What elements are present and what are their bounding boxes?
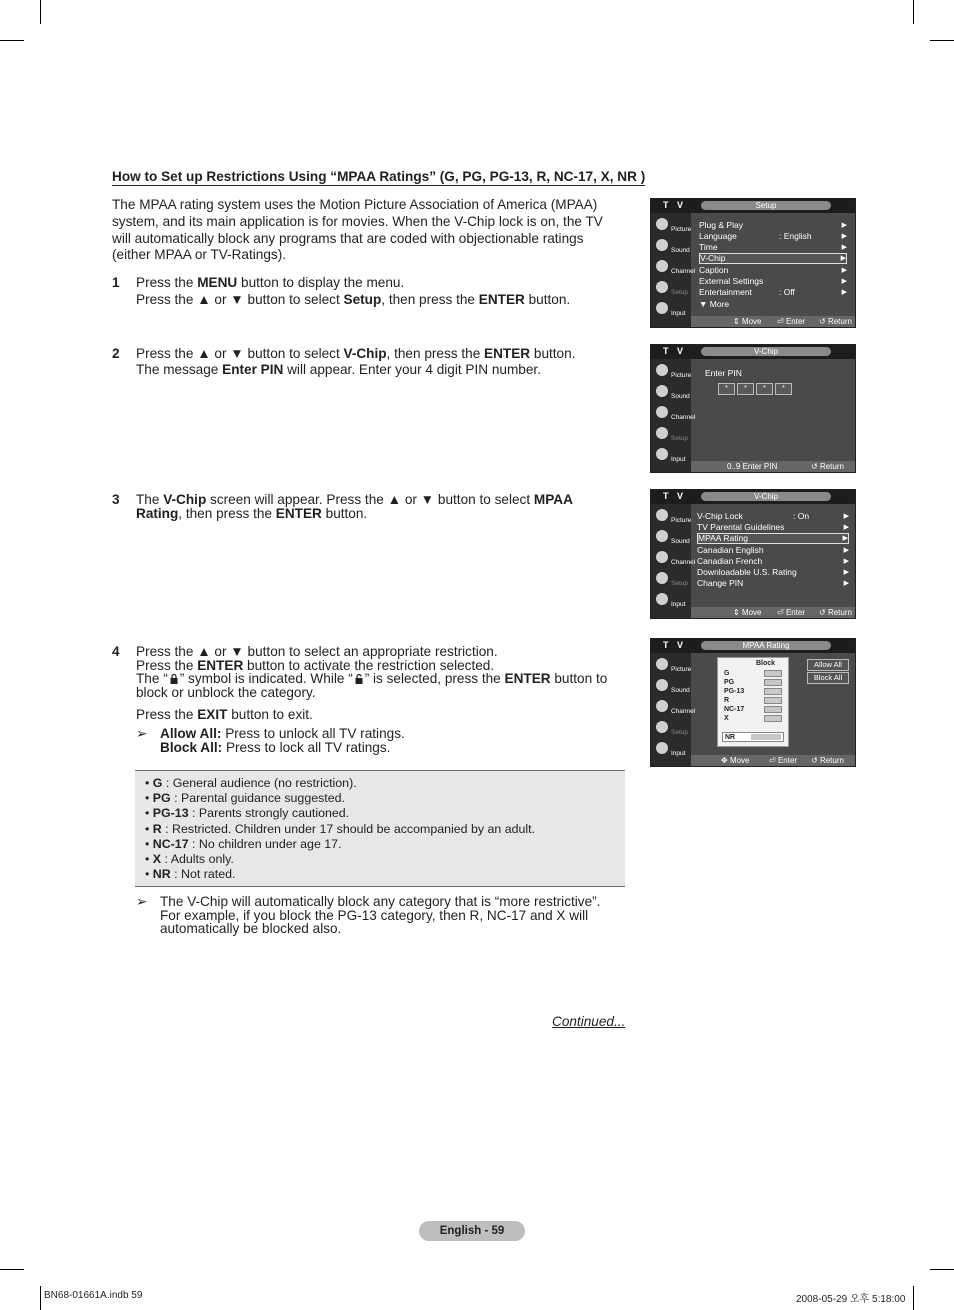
rating-item: • X : Adults only. [145,852,234,867]
screen-title: V-Chip [701,347,831,356]
step-text: button to exit. [227,707,313,723]
allow-all-button: Allow All [807,659,849,671]
step-text: Press the [136,275,198,290]
ratings-legend [135,770,625,887]
mpaa-row-nr: NR [722,732,784,742]
tv-sidebar [651,504,696,618]
enter-hint: ⏎ Enter [769,756,798,765]
key-vchip: V-Chip [343,346,387,361]
picture-icon [656,218,668,230]
step-number: 2 [112,346,120,361]
step-text: ” symbol is indicated. While “ [179,671,353,687]
lock-icon [764,715,782,722]
sidebar-item-sound: Sound [653,678,691,698]
rating-item: • NR : Not rated. [145,867,236,882]
menu-item: Plug & Play ▶ [699,220,847,230]
pin-digit: * [737,383,754,395]
sidebar-item-channel: Channel [653,405,691,425]
rating-item: • PG : Parental guidance suggested. [145,791,345,806]
sidebar-item-picture: Picture [653,363,691,383]
step-text: , then press the [386,346,485,361]
input-icon [656,593,668,605]
note-text: Press to lock all TV ratings. [222,739,391,755]
sidebar-item-input: Input [653,301,691,321]
picture-icon [656,364,668,376]
tv-label: T V [663,640,687,650]
step-text: Press the ▲ or ▼ button to select [136,291,344,307]
return-hint: ↺ Return [811,756,844,765]
key-menu: MENU [197,275,238,290]
section-heading: How to Set up Restrictions Using “MPAA Ratings” (G, PG, PG-13, R, NC-17, X, NR ) [112,169,646,184]
note-text: The V-Chip will automatically block any category that is “more restrictive”. [160,894,601,909]
mpaa-row: PG [724,678,784,687]
step-text: button. [321,505,368,521]
return-hint: ↺ Return [811,462,844,471]
step-text: , then press the [178,505,276,521]
key-enter: ENTER [484,346,531,361]
step-text: Press the [136,707,198,723]
screen-title: Setup [701,201,831,210]
note-text: For example, if you block the PG-13 category, then R, NC-17 and X will [160,907,589,923]
sidebar-item-input: Input [653,447,691,467]
screen-title: V-Chip [701,492,831,501]
channel-icon [656,406,668,418]
key-enter: ENTER [197,657,244,673]
mpaa-row: X [724,714,784,723]
rating-item: • NC-17 : No children under age 17. [145,836,342,851]
step-text: button. [524,291,571,307]
sidebar-item-picture: Picture [653,217,691,237]
enter-hint: ⏎ Enter [777,608,806,617]
menu-item: V-Chip Lock : On ▶ [697,511,849,521]
step-text: screen will appear. Press the ▲ or ▼ button to select [206,492,534,507]
step-text: Press the ▲ or ▼ button to select [136,346,344,361]
key-enter: ENTER [275,505,322,521]
sidebar-item-setup: Setup [653,571,691,591]
mpaa-row: R [724,696,784,705]
arrow-icon: ➢ [136,726,148,741]
allow-all-label: Allow All: [160,726,222,741]
input-icon [656,302,668,314]
sound-icon [656,530,668,542]
channel-icon [656,551,668,563]
screen-title: MPAA Rating [701,641,831,650]
sidebar-item-picture: Picture [653,508,691,528]
tv-help-bar [691,316,855,327]
step-text: , then press the [381,291,479,307]
tv-sidebar [651,653,696,766]
step-text: The message [136,361,223,377]
setup-icon [656,721,668,733]
sidebar-item-channel: Channel [653,259,691,279]
block-all-label: Block All: [160,739,223,755]
key-exit: EXIT [197,707,228,723]
input-icon [656,448,668,460]
tv-sidebar [651,359,696,472]
sound-icon [656,385,668,397]
enter-pin-hint: 0..9 Enter PIN [727,462,778,471]
sidebar-item-sound: Sound [653,529,691,549]
sidebar-item-channel: Channel [653,699,691,719]
step-text: button to activate the restriction selected. [243,657,495,673]
menu-item: Change PIN ▶ [697,578,849,588]
sidebar-item-setup: Setup [653,720,691,740]
channel-icon [656,700,668,712]
tv-screen-setup [650,198,856,328]
sidebar-item-setup: Setup [653,280,691,300]
enter-pin-label: Enter PIN [222,361,284,377]
lock-icon [764,706,782,713]
channel-icon [656,260,668,272]
step-text: Press the [136,657,198,673]
step-text: Press the ▲ or ▼ button to select an appropriate restriction. [136,644,498,659]
sound-icon [656,239,668,251]
sound-icon [656,679,668,691]
menu-item: Language : English ▶ [699,231,847,241]
menu-item: Downloadable U.S. Rating ▶ [697,567,849,577]
move-hint: ⇕ Move [733,608,762,617]
mpaa-row: PG-13 [724,687,784,696]
step-number: 4 [112,644,120,659]
key-enter: ENTER [478,291,525,307]
lock-closed-icon [170,674,178,684]
sidebar-item-sound: Sound [653,384,691,404]
step-text: will appear. Enter your 4 digit PIN number. [283,361,541,377]
step-text: The “ [136,671,168,687]
step-text: The [136,492,164,507]
chevron-down-icon: ▼ [699,299,710,309]
menu-item-selected: MPAA Rating ▶ [698,533,848,543]
step-text: button to block or unblock the category. [136,671,608,700]
return-hint: ↺ Return [819,317,852,326]
tv-help-bar [691,607,855,618]
lock-icon [764,679,782,686]
key-mpaa-rating: MPAA Rating [136,492,573,521]
rating-item: • G : General audience (no restriction). [145,776,357,790]
continued-label: Continued... [552,1014,626,1029]
step-text: ” is selected, press the [364,671,505,687]
step-number: 1 [112,275,120,290]
arrow-icon: ➢ [136,894,148,909]
page-number-badge: English - 59 [419,1221,525,1241]
sidebar-item-picture: Picture [653,657,691,677]
menu-item: Canadian French ▶ [697,556,849,566]
tv-help-bar [691,755,855,766]
key-vchip: V-Chip [163,492,207,507]
tv-screen-enter-pin [650,344,856,473]
pin-digit: * [756,383,773,395]
tv-help-bar [691,461,855,472]
setup-icon [656,427,668,439]
rating-item: • R : Restricted. Children under 17 should be accompanied by an adult. [145,821,536,836]
mpaa-block-panel [717,657,789,747]
menu-item: TV Parental Guidelines ▶ [697,522,849,532]
menu-item: External Settings ▶ [699,276,847,286]
more-item: ▼ More [699,299,730,309]
menu-item: Canadian English ▶ [697,545,849,555]
enter-hint: ⏎ Enter [777,317,806,326]
block-column-header: Block [756,660,776,667]
lock-icon [751,734,781,740]
setup-icon [656,281,668,293]
move-hint: ✥ Move [721,756,750,765]
tv-screen-mpaa-rating [650,638,856,767]
pin-digit: * [775,383,792,395]
sidebar-item-input: Input [653,592,691,612]
lock-icon [764,688,782,695]
rating-item: • PG-13 : Parents strongly cautioned. [145,806,350,821]
sidebar-item-channel: Channel [653,550,691,570]
tv-sidebar [651,213,696,327]
picture-icon [656,658,668,670]
tv-label: T V [663,346,687,356]
step-text: button. [530,346,576,361]
mpaa-row: G [724,669,784,678]
key-setup: Setup [343,291,382,307]
imprint-date: 2008-05-29 오후 5:18:00 [796,1294,906,1305]
input-icon [656,742,668,754]
tv-label: T V [663,491,687,501]
menu-item-selected: V-Chip ▶ [700,253,846,263]
tv-label: T V [663,200,687,210]
key-enter: ENTER [504,671,551,687]
lock-open-icon [355,674,363,684]
picture-icon [656,509,668,521]
block-all-button: Block All [807,672,849,684]
move-hint: ⇕ Move [733,317,762,326]
sidebar-item-sound: Sound [653,238,691,258]
enter-pin-prompt: Enter PIN [705,368,742,378]
mpaa-row: NC-17 [724,705,784,714]
sidebar-item-setup: Setup [653,426,691,446]
setup-icon [656,572,668,584]
menu-item: Time ▶ [699,242,847,252]
note-text: Press to unlock all TV ratings. [221,726,405,741]
intro-paragraph: The MPAA rating system uses the Motion Picture Association of America (MPAA) system, and its main application is for movies. When the V-Chip lock is on, the TV will automatically block any programs that are coded with objectionable ratings (either MPAA or TV-Ratings). [112,197,603,263]
lock-icon [764,697,782,704]
pin-digit: * [718,383,735,395]
menu-item: Entertainment : Off ▶ [699,287,847,297]
step-number: 3 [112,492,120,507]
sidebar-item-input: Input [653,741,691,761]
lock-icon [764,670,782,677]
menu-item: Caption ▶ [699,265,847,275]
return-hint: ↺ Return [819,608,852,617]
note-text: automatically be blocked also. [160,921,342,937]
imprint-file: BN68-01661A.indb 59 [44,1290,143,1301]
step-text: button to display the menu. [237,275,405,290]
tv-screen-vchip [650,489,856,619]
